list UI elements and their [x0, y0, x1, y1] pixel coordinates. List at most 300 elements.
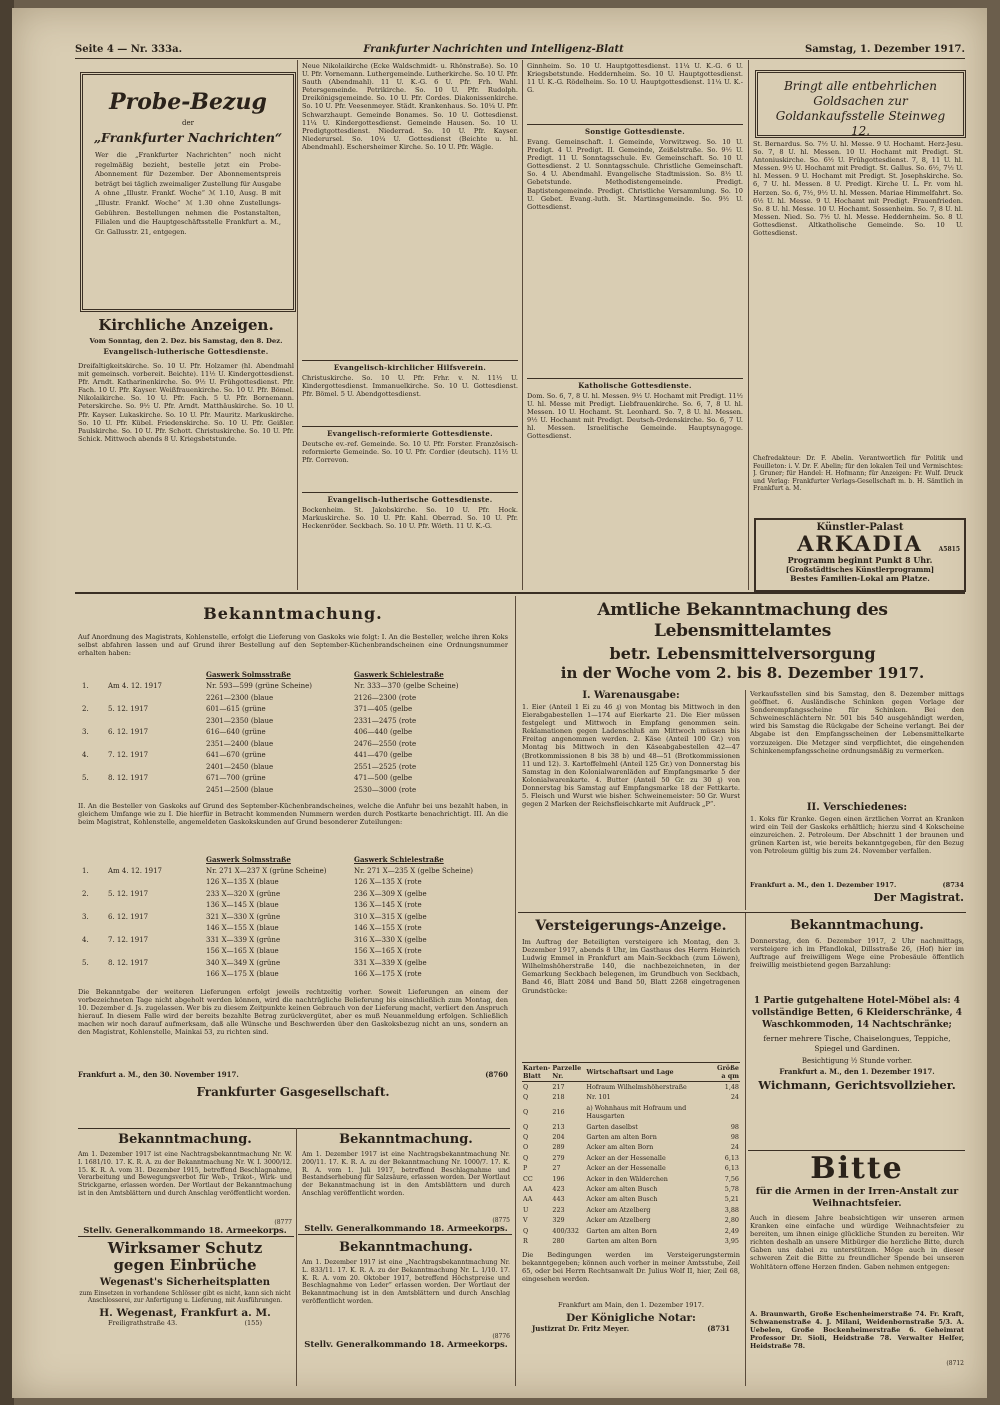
vers-cell-w: Acker am Atzelberg: [586, 1205, 651, 1214]
gas-cell-b: 471—500 (gelbe: [354, 774, 413, 783]
vers-cell-w: Acker an der Hessenalle: [586, 1164, 666, 1173]
gas-cell-b: 441—470 (gelbe: [354, 751, 413, 760]
vers-cell-w: Acker in den Wälderchen: [586, 1174, 668, 1183]
kirchliche-anzeigen: [78, 316, 294, 358]
vers-cell-k: Q: [523, 1226, 529, 1235]
vers-cell-k: U: [523, 1205, 529, 1214]
gas-cell-date: [104, 761, 202, 773]
gas-cell-a: 136 X—145 X (blaue: [206, 901, 279, 910]
gas-table-row: [78, 900, 508, 912]
col2-text3: Bockenheim. St. Jakobskirche. So. 10 U. Pfr. Hock. Markuskirche. So. 10 U. Pfr. Kahl. Oberrad. So. 10 U. Pfr. Heckenröder. Seckbach. So. 10 U. Pfr. Wörth. 11 U. K.-G.: [302, 506, 518, 531]
gas-table-row: [78, 934, 508, 946]
vers-cell-w: Garten am alten Born: [586, 1237, 657, 1246]
lm-right: [750, 690, 964, 904]
gas-cell-n: [78, 715, 104, 727]
divider: [518, 912, 966, 913]
vers-cell-w: Garten am alten Born: [586, 1226, 657, 1235]
vers-cell-k: Q: [523, 1133, 529, 1142]
gas-cell-b: 371—405 (gelbe: [354, 705, 413, 714]
vers-table-row: [522, 1226, 740, 1236]
bek1: [78, 1132, 292, 1236]
kirchliche-sub: Evangelisch-lutherische Gottesdienste.: [103, 347, 269, 356]
col2-section1: [302, 358, 518, 566]
wegenast-line1: Wirksamer Schutz: [107, 1239, 263, 1257]
divider: [298, 1234, 512, 1235]
vers-table-row: [522, 1142, 740, 1152]
gas-intro: Auf Anordnung des Magistrats, Kohlenstelle, erfolgt die Lieferung von Gaskoks wie folgt: I. An die Besteller, welche ihren Koks selbst abfahren lassen und auf Grund ihrer Bestellung auf den September-Küchenbrandscheinen eine Ordnungsnummer erhalten haben:: [78, 633, 508, 658]
bek1-num: (8777: [274, 1219, 292, 1226]
gas-table-row: [78, 888, 508, 900]
lm-title1: Amtliche Bekanntmachung des Lebensmittelamtes: [597, 600, 888, 641]
vers-table-row: [522, 1184, 740, 1194]
probe-der: der: [182, 119, 194, 127]
vers-cell-g: 98: [730, 1133, 739, 1142]
vers-cell-k: V: [523, 1216, 528, 1225]
vers-cell-g: 2,49: [724, 1226, 739, 1235]
gas-cell-b: 126 X—135 X (rote: [354, 878, 422, 887]
lm-text1: 1. Eier (Anteil 1 Ei zu 46 ₰) von Montag bis Mittwoch in den Eierabgabestellen 1—174 auf Eierkarte 21. Die Eier müssen festgelegt und Mittwoch in Empfang genommen sein. Reklamationen gegen Ladenschluß am Mittwoch müssen bis Freitag angenommen werden. 2. Käse (Anteil 100 Gr.) von Montag bis Mittwoch in den Käseabgabestellen 42—47 (Brotkommissionen 8 bis 38 b) und 48—51 (Brotkommissionen 11 und 12). 3. Kartoffelmehl (Anteil 125 Gr.) von Donnerstag bis Samstag in den Kolonialwarenläden auf Empfangsmarke 5 der Kolonialwarenkarte. 4. Butter (Anteil 50 Gr. zu 30 ₰) von Donnerstag bis Samstag auf Empfangsmarke 18 der Fettkarte. 5. Fleisch und Wurst wie bisher. Schweinemeister: 50 Gr. Wurst gegen 2 Marken der Reichsfleischkarte mit Aufdruck „P“.: [522, 703, 740, 809]
lm-title2: betr. Lebensmittelversorgung: [609, 644, 876, 663]
gas-cell-n: [78, 946, 104, 958]
vers-table-row: [522, 1215, 740, 1225]
vers-cell-g: 6,13: [724, 1164, 739, 1173]
header-center: Frankfurter Nachrichten und Intelligenz-Blatt: [363, 43, 624, 55]
vers-cell-k: AA: [523, 1185, 533, 1194]
gas-cell-date: [104, 969, 202, 981]
gas-cell-a: 641—670 (grüne: [206, 751, 266, 760]
gas-table-row: [78, 727, 508, 739]
gas-col-b-2: Gaswerk Schielestraße: [354, 854, 444, 864]
gas-table-row: [78, 704, 508, 716]
gas-cell-b: 2551—2525 (rote: [354, 762, 417, 771]
bek2-sign: Stellv. Generalkommando 18. Armeekorps.: [304, 1224, 508, 1234]
wichmann-announcement: [750, 918, 964, 1092]
gold-ad: [755, 70, 966, 138]
vers-cell-p: 400/332: [552, 1226, 579, 1235]
gas-cell-b: Nr. 271 X—235 X (gelbe Scheine): [354, 866, 473, 875]
vers-cell-k: O: [523, 1143, 529, 1152]
gas-table-row: [78, 773, 508, 785]
vers-cell-k: Q: [523, 1122, 529, 1131]
col2-text2: Deutsche ev.-ref. Gemeinde. So. 10 U. Pfr. Forster. Französisch-reformierte Gemeinde. So. 10 U. Pfr. Cordier (deutsch). 11½ U. Pfr. Correvon.: [302, 440, 518, 465]
wich-title: Bekanntmachung.: [790, 918, 924, 933]
vers-cell-g: 3,88: [724, 1205, 739, 1214]
bek3-text: Am 1. Dezember 1917 ist eine „Nachtragsbekanntmachung Nr. L. 833/11. 17. K. R. A. zu der Bekanntmachung Nr. L. 1/10. 17. K. R. A. vom 20. Oktober 1917, betreffend Höchstpreise und Beschlagnahme von Leder“ erlassen worden. Der Wortlaut der Bekanntmachung ist in den Amtsblättern und durch Anschlag veröffentlicht worden.: [302, 1259, 510, 1305]
vers-outro: Die Bedingungen werden im Versteigerungstermin bekanntgegeben; können auch vorher in meiner Amtsstube, Zeil 65, oder bei Herrn Rechtsanwalt Dr. Julius Wolf II, hier, Zeil 68, eingesehen werden.: [522, 1250, 740, 1283]
gas-cell-n: 3.: [82, 728, 89, 737]
vers-cell-w: Acker am alten Busch: [586, 1185, 658, 1194]
probe-body: Wer die „Frankfurter Nachrichten“ noch nicht regelmäßig bezieht, bestelle jetzt ein Probe-Abonnement für Dezember. Der Abonnementspreis beträgt bei täglich zweimaliger Zustellung für Ausgabe A ohne „Illustr. Frankf. Woche“ ℳ 1.10, Ausg. B mit „Illustr. Frankf. Woche“ ℳ 1.30 ohne Zustellungs-Gebühren. Bestellungen nehmen die Postanstalten, Filialen und die Hauptgeschäftsstelle Frankfurt a. M., Gr. Gallusstr. 21, entgegen.: [95, 151, 281, 236]
vers-cell-g: [712, 1103, 740, 1122]
gas-cell-a: 2401—2450 (blaue: [206, 762, 274, 771]
col3-text1: Evang. Gemeinschaft. I. Gemeinde, Vorwitzweg. So. 10 U. Predigt. 4 U. Predigt. II. Gemeinde, Zeißelstraße. So. 9½ U. Predigt. 11 U. Sonntagsschule. Ev. Gemeinschaft. So. 10 U. Gottesdienst. 2 U. Sonntagsschule. Christliche Gemeinschaft. So. 4 U. Abendmahl. Evangelische Stadtmission. So. 8½ U. Gebetstunde. Methodistengemeinde. Predigt. Baptistengemeinde. Predigt. Christliche Versammlung. So. 10 U. Gebet. Evang.-luth. St. Martinsgemeinde. So. 9½ U. Gottesdienst.: [527, 138, 743, 211]
vers-cell-g: 24: [730, 1093, 739, 1102]
vers-cell-g: 2,80: [724, 1216, 739, 1225]
gas-col-b: Gaswerk Schielestraße: [354, 670, 444, 680]
gas-col-a: Gaswerk Solmsstraße: [206, 670, 291, 680]
gas-cell-b: Nr. 333—370 (gelbe Scheine): [354, 682, 459, 691]
vers-sign1: Der Königliche Notar:: [566, 1311, 696, 1324]
vers-table-row: [522, 1082, 740, 1093]
arkadia-line2: Programm beginnt Punkt 8 Uhr.: [787, 555, 933, 565]
gas-table-row: [78, 681, 508, 693]
bek3-title: Bekanntmachung.: [339, 1240, 473, 1255]
gas-table-row: [78, 692, 508, 704]
gas-cell-b: 316 X—330 X (gelbe: [354, 935, 427, 944]
bek1-title: Bekanntmachung.: [118, 1132, 252, 1147]
gas-outro: Die Bekanntgabe der weiteren Lieferungen erfolgt jeweils rechtzeitig vorher. Soweit Lieferungen an einem der vorbezeichneten Tage nicht abgeholt werden können, wird die nachträgliche Belieferung bis einschließlich zum Montag, den 10. Dezember d. Js. zugelassen. Wer bis zu diesem Zeitpunkte keinen Gebrauch von der Lieferung macht, verliert den Anspruch hierauf. In diesem Falle wird der bereits bezahlte Betrag zurückvergütet, aber es muß Neuanmeldung erfolgen. Schließlich machen wir noch darauf aufmerksam, daß alle Wünsche und Beschwerden über den Gaskoksbezug nicht an uns, sondern an den Magistrat, Kohlenstelle, Mainkai 53, zu richten sind.: [78, 988, 508, 1037]
vers-table-row: [522, 1153, 740, 1163]
wegenast-ad: [78, 1240, 292, 1327]
vers-cell-g: 5,21: [724, 1195, 739, 1204]
col2-text: Neue Nikolaikirche (Ecke Waldschmidt- u. Rhönstraße). So. 10 U. Pfr. Vornemann. Luthergemeinde. Lutherkirche. So. 10 U. Pfr. Sauth (Abendmahl). 11 U. K.-G. 6 U. Pfr. Frh. Wahl. Petersgemeinde. Petrikirche. So. 10 U. Pfr. Rudolph. Dreikönigsgemeinde. So. 10 U. Pfr. Cordes. Diakonissenkirche. So. 10 U. Pfr. Veesenmeyer. Städt. Krankenhaus. So. 10¼ U. Pfr. Schwarzhaupt. Gemeinde Bonames. So. 10 U. Gottesdienst. 11¼ U. Kindergottesdienst. Gemeinde Hausen. So. 10 U. Predigtgottesdienst. Niederrad. So. 10 U. Pfr. Kayser. Niederursel. So. 10¼ U. Gottesdienst (Beichte u. hl. Abendmahl). Eschersheimer Kirche. So. 10 U. Pfr. Wägle.: [302, 62, 518, 151]
gas-cell-date: Am 4. 12. 1917: [108, 866, 162, 875]
bitte-title: Bitte: [810, 1151, 904, 1186]
bitte-text: Auch in diesem Jahre beabsichtigen wir unseren armen Kranken eine einfache und würdige Weihnachtsfeier zu bereiten, um ihnen einige glückliche Stunden zu bereiten. Wir richten deshalb an unsere Mitbürger die herzliche Bitte, durch Gaben uns dabei zu unterstützen. Möge auch in dieser schweren Zeit die Bitte zu freundlicher Spende bei unseren Wohltätern offene Herzen finden. Gaben nehmen entgegen:: [750, 1214, 964, 1271]
col2-text1: Christuskirche. So. 10 U. Pfr. Frhr. v. N. 11½ U. Kindergottesdienst. Immanuelkirche. So. 10 U. Gottesdienst. Pfr. Bömel. 5 U. Abendgottesdienst.: [302, 374, 518, 399]
gas-cell-a: Nr. 593—599 (grüne Scheine): [206, 682, 313, 691]
kirchliche-title: Kirchliche Anzeigen.: [98, 316, 274, 334]
vers-head-k: Karten-Blatt: [523, 1064, 551, 1080]
gas-table-row: [78, 969, 508, 981]
lm-left: [522, 690, 740, 903]
gas-cell-date: 5. 12. 1917: [108, 889, 149, 898]
gas-cell-n: [78, 923, 104, 935]
vers-cell-w: Garten daselbst: [586, 1122, 638, 1131]
col3-sub1: Sonstige Gottesdienste.: [584, 127, 685, 136]
col2-sub1: Evangelisch-kirchlicher Hilfsverein.: [333, 363, 487, 372]
gas-cell-date: 8. 12. 1917: [108, 958, 149, 967]
gas-cell-date: 7. 12. 1917: [108, 935, 149, 944]
gas-cell-a: 671—700 (grüne: [206, 774, 266, 783]
lm-right2: 1. Koks für Kranke. Gegen einen ärztlichen Vorrat an Kranken wird ein Teil der Gaskoks erhältlich; hierzu sind 4 Kokscheine einzureichen. 2. Petroleum. Der Abschnitt 1 der braunen und grünen Karten ist, wie bereits bekanntgegeben, für den Bezug von Petroleum gültig bis zum 24. November verfallen.: [750, 815, 964, 856]
vers-cell-w: Garten am alten Born: [586, 1133, 657, 1142]
vers-cell-g: 24: [730, 1143, 739, 1152]
gas-cell-n: [78, 692, 104, 704]
gas-announcement: [78, 604, 508, 1099]
vers-table: [522, 1062, 740, 1247]
vers-cell-k: P: [523, 1164, 528, 1173]
bek2: [302, 1132, 510, 1234]
vers-cell-g: 3,95: [724, 1237, 739, 1246]
arkadia-line3: [Großstädtisches Künstlerprogramm]: [785, 565, 935, 574]
vers-head-w: Wirtschaftsart und Lage: [586, 1068, 674, 1076]
vers-cell-k: Q: [523, 1083, 529, 1091]
bitte-sub: für die Armen in der Irren-Anstalt zur Weihnachtsfeier.: [755, 1186, 959, 1209]
column-rule: [522, 60, 523, 590]
vers-cell-g: 6,13: [724, 1153, 739, 1162]
gas-cell-n: 2.: [82, 889, 89, 898]
gas-cell-a: 601—615 (grüne: [206, 705, 266, 714]
arkadia-name: [756, 533, 964, 555]
wegenast-firm: H. Wegenast, Frankfurt a. M.: [99, 1307, 271, 1319]
col3-text: Ginnheim. So. 10 U. Hauptgottesdienst. 11¼ U. K.-G. 6 U. Kriegsbetstunde. Heddernheim. So. 10 U. Hauptgottesdienst. 11 U. K.-G. Rödelheim. So. 10 U. Hauptgottesdienst. 11¼ U. K.-G.: [527, 62, 743, 95]
vers-cell-k: Q: [523, 1153, 529, 1162]
header-left: Seite 4 — Nr. 333a.: [75, 43, 183, 55]
gas-cell-b: 2126—2300 (rote: [354, 693, 417, 702]
vers-cell-p: 217: [552, 1083, 565, 1091]
vers-cell-p: 289: [552, 1143, 565, 1152]
vers-table-row: [522, 1092, 740, 1102]
lm-sub1: I. Warenausgabe:: [582, 690, 680, 701]
vers-table-row: [522, 1122, 740, 1132]
gas-cell-a: Nr. 271 X—237 X (grüne Scheine): [206, 866, 327, 875]
gas-cell-date: 5. 12. 1917: [108, 705, 149, 714]
lm-right1: Verkaufsstellen sind bis Samstag, den 8. Dezember mittags geöffnet. 6. Ausländische Schinken gegen Vorlage der Sonderempfangsscheine für Schinken. Bei den Schweineschlächtern Nr. 501 bis 540 ausgehändigt werden, wird bis Samstag die Rückgabe der Scheine verlangt. Bei der Abgabe ist den Empfangsscheinen der Lebensmittelkarte vorzuzeigen. Die Metzger sind verpflichtet, die eingehenden Schinkenempfangsscheine ordnungsmäßig zu vermerken.: [750, 690, 964, 755]
versteigerung: [522, 918, 740, 1333]
gas-table-row: [78, 877, 508, 889]
gas-cell-n: [78, 969, 104, 981]
vers-cell-w: Acker an der Hessenalle: [586, 1153, 666, 1162]
gas-cell-a: 321 X—330 X (grüne: [206, 912, 281, 921]
divider: [78, 1236, 294, 1237]
gas-cell-date: [104, 900, 202, 912]
column-rule: [748, 60, 749, 590]
column-rule: [515, 596, 516, 1386]
vers-table-row: [522, 1103, 740, 1122]
vers-cell-p: 204: [552, 1133, 565, 1142]
bek3-num: (8776: [492, 1333, 510, 1340]
vers-title: Versteigerungs-Anzeige.: [535, 918, 727, 934]
gas-cell-n: [78, 784, 104, 796]
gas-cell-b: 236 X—309 X (gelbe: [354, 889, 427, 898]
section-divider: [75, 592, 965, 594]
probe-paper: „Frankfurter Nachrichten“: [93, 130, 283, 145]
bek3: [302, 1240, 510, 1350]
vers-table-row: [522, 1236, 740, 1246]
vers-head-p: Parzelle Nr.: [552, 1064, 582, 1080]
vers-cell-p: 218: [552, 1093, 565, 1102]
vers-cell-g: 5,78: [724, 1185, 739, 1194]
gas-cell-n: [78, 738, 104, 750]
vers-cell-p: 279: [552, 1153, 565, 1162]
gas-cell-date: 7. 12. 1917: [108, 751, 149, 760]
vers-cell-p: 196: [552, 1174, 565, 1183]
arkadia-num: A5815: [938, 546, 960, 553]
vers-cell-w: Nr. 101: [586, 1093, 611, 1102]
vers-num: (8731: [707, 1323, 730, 1333]
wegenast-line2: gegen Einbrüche: [113, 1256, 257, 1274]
gas-cell-b: 406—440 (gelbe: [354, 728, 413, 737]
vers-cell-w: Hofraum Wilhelmshöherstraße: [586, 1083, 687, 1091]
col4-text: St. Bernardus. So. 7½ U. hl. Messe. 9 U. Hochamt. Herz-Jesu. So. 7, 8 U. hl. Messen. 10 U. Hochamt mit Predigt. St. Antoniuskirche. So. 6½ U. Frühgottesdienst. 7, 8, 11 U. hl. Messen. 9½ U. Hochamt mit Predigt. St. Gallus. So. 6½, 7½ U. hl. Messen. 9 U. Hochamt mit Predigt. St. Josephskirche. So. 6, 7 U. hl. Messen. 8 U. Predigt. Kirche U. L. Fr. vom hl. Herzen. So. 6, 7½, 9½ U. hl. Messen. Mariae Himmelfahrt. So. 6½ U. hl. Messe. 9 U. Hochamt mit Predigt. Frauenfrieden. So. 8 U. hl. Messe. 10 U. Hochamt. Sossenheim. So. 7, 8 U. hl. Messen. Nied. So. 7½ U. hl. Messe. Heddernheim. So. 8 U. Gottesdienst. Altkatholische Gemeinde. So. 10 U. Gottesdienst.: [753, 140, 963, 238]
header-right: Samstag, 1. Dezember 1917.: [805, 43, 965, 55]
gas-cell-b: 166 X—175 X (rote: [354, 970, 422, 979]
col3-sub2: Katholische Gottesdienste.: [578, 381, 692, 390]
gas-cell-date: [104, 877, 202, 889]
gas-cell-date: [104, 692, 202, 704]
gas-col-a-2: Gaswerk Solmsstraße: [206, 854, 291, 864]
bitte-names: A. Braunwarth, Große Eschenheimerstraße 74. Fr. Kraft, Schwanenstraße 4. J. Milani, Weidenbornstraße 5/3. A. Uebelen, Große Bockenheimerstraße 6. Geheimrat Professor Dr. Sioli, Heidstraße 78. Verwalter Helfer, Heidstraße 78.: [750, 1310, 964, 1351]
gas-cell-a: 233 X—320 X (grüne: [206, 889, 281, 898]
gold-ad-text: Bringt alle entbehrlichen Goldsachen zur Goldankaufsstelle Steinweg 12.: [775, 79, 946, 138]
vers-cell-k: Q: [523, 1108, 529, 1117]
col3-text2: Dom. So. 6, 7, 8 U. hl. Messen. 9½ U. Hochamt mit Predigt. 11½ U. hl. Messe mit Predigt. Liebfrauenkirche. So. 6, 7, 8 U. hl. Messen. 10 U. Hochamt. St. Leonhard. So. 7, 8 U. hl. Messen. 9½ U. Hochamt mit Predigt. Deutsch-Ordenskirche. So. 6, 7 U. hl. Messen. Israelitische Gemeinde. Hauptsynagoge. Gottesdienst.: [527, 392, 743, 441]
gas-cell-n: [78, 900, 104, 912]
vers-cell-w: Acker am alten Busch: [586, 1195, 658, 1204]
gas-cell-date: Am 4. 12. 1917: [108, 682, 162, 691]
vers-cell-p: 443: [552, 1195, 565, 1204]
bek2-num: (8775: [492, 1217, 510, 1224]
gas-cell-n: 1.: [82, 866, 89, 875]
gas-cell-b: 2331—2475 (rote: [354, 716, 417, 725]
vers-cell-k: R: [523, 1237, 528, 1246]
gas-cell-a: 2261—2300 (blaue: [206, 693, 274, 702]
lm-sub2: II. Verschiedenes:: [806, 802, 908, 813]
gas-cell-date: [104, 715, 202, 727]
lm-title3: in der Woche vom 2. bis 8. Dezember 1917.: [560, 664, 925, 682]
column-rule: [745, 912, 746, 1386]
arkadia-line1: Künstler-Palast: [816, 522, 904, 533]
gas-cell-b: 2476—2550 (rote: [354, 739, 417, 748]
wich-item1: 1 Partie gutgehaltene Hotel-Möbel als: 4 vollständige Betten, 6 Kleiderschränke, 4 Waschkommoden, 14 Nachtschränke;: [752, 996, 962, 1030]
col3-sections: [527, 122, 743, 572]
wegenast-line5: Anschlosserei, zur Anfertigung u. Lieferung, mit Ausführungen.: [87, 1297, 283, 1304]
gas-cell-a: 2351—2400 (blaue: [206, 739, 274, 748]
vers-cell-k: AA: [523, 1195, 533, 1204]
wegenast-num: (155): [244, 1319, 262, 1327]
gas-table-row: [78, 750, 508, 762]
gas-cell-n: 3.: [82, 912, 89, 921]
gas-cell-date: [104, 738, 202, 750]
gas-sign: Frankfurter Gasgesellschaft.: [196, 1085, 390, 1099]
gas-cell-a: 146 X—155 X (blaue: [206, 924, 279, 933]
gas-cell-n: [78, 761, 104, 773]
gas-cell-n: [78, 877, 104, 889]
vers-place: Frankfurt am Main, den 1. Dezember 1917.: [558, 1300, 704, 1309]
gas-cell-date: 8. 12. 1917: [108, 774, 149, 783]
gas-cell-date: [104, 946, 202, 958]
gas-table-row: [78, 923, 508, 935]
column-rule: [297, 60, 298, 590]
gas-cell-b: 331 X—339 X (gelbe: [354, 958, 427, 967]
wich-sign: Wichmann, Gerichtsvollzieher.: [758, 1078, 956, 1092]
vers-cell-w: a) Wohnhaus mit Hofraum und Hausgarten: [586, 1103, 687, 1121]
wich-time: Besichtigung ½ Stunde vorher.: [801, 1057, 913, 1065]
gas-cell-date: 6. 12. 1917: [108, 728, 149, 737]
kirchliche-date: Vom Sonntag, den 2. Dez. bis Samstag, den 8. Dez.: [89, 337, 283, 345]
gas-table-2: [78, 854, 508, 981]
vers-cell-p: 280: [552, 1237, 565, 1246]
gas-cell-a: 340 X—349 X (grüne: [206, 958, 281, 967]
lebensmittel-announcement: [520, 600, 965, 683]
vers-table-row: [522, 1194, 740, 1204]
wich-place: Frankfurt a. M., den 1. Dezember 1917.: [779, 1067, 935, 1076]
vers-cell-p: 213: [552, 1122, 565, 1131]
vers-table-row: [522, 1174, 740, 1184]
vers-table-row: [522, 1132, 740, 1142]
gas-cell-b: 2530—3000 (rote: [354, 785, 417, 794]
gas-title: Bekanntmachung.: [203, 604, 383, 623]
vers-cell-k: Q: [523, 1093, 529, 1102]
vers-cell-p: 329: [552, 1216, 565, 1225]
bek1-text: Am 1. Dezember 1917 ist eine Nachtragsbekanntmachung Nr. W. I. 1681/10. 17. K. R. A. zu der Bekanntmachung Nr. W. I. 3000/12. 15. K. R. A. vom 31. Dezember 1915, betreffend Beschlagnahme, Verarbeitung und Bewegungsverbot für Web-, Trikot-, Wirk- und Strickgarne, erlassen worden. Der Wortlaut der Bekanntmachung ist in den Amtsblättern und durch Anschlag veröffentlicht worden.: [78, 1151, 292, 1197]
vers-sign2: Justizrat Dr. Fritz Meyer.: [532, 1323, 630, 1333]
vers-table-row: [522, 1205, 740, 1215]
wich-text: Donnerstag, den 6. Dezember 1917, 2 Uhr nachmittags, versteigere ich im Pfandlokal, Dillsstraße 26, (Hof) hier im Auftrage auf freiwilligem Wege eine Probesäule öffentlich freiwillig meistbietend gegen Barzahlung:: [750, 937, 964, 970]
gas-table-row: [78, 911, 508, 923]
gas-table-1: [78, 669, 508, 796]
gas-cell-b: 156 X—165 X (rote: [354, 947, 422, 956]
probe-title: Probe-Bezug: [109, 89, 267, 115]
vers-cell-p: 27: [552, 1164, 561, 1173]
gas-table-row: [78, 761, 508, 773]
kirchliche-text: Dreifaltigkeitskirche. So. 10 U. Pfr. Holzamer (hl. Abendmahl mit gemeinsch. vorbereit. Beichte). 11½ U. Kindergottesdienst. Pfr. Arndt. Katharinenkirche. So. 9½ U. Frühgottesdienst. Pfr. Fach. 10 U. Pfr. Kayser. Weißfrauenkirche. So. 10 U. Pfr. Bömel. Nikolaikirche. So. 10 U. Pfr. Fach. 5 U. Pfr. Bornemann. Peterskirche. So. 9½ U. Pfr. Arndt. Matthäuskirche. So. 10 U. Pfr. Kayser. Lukaskirche. So. 10 U. Pfr. Mauritz. Markuskirche. So. 10 U. Pfr. Kübel. Friedenskirche. So. 10 U. Pfr. Geißler. Paulskirche. So. 10 U. Pfr. Schott. Christuskirche. So. 10 U. Pfr. Schick. Mittwoch abends 8 U. Kriegsbetstunde.: [78, 362, 294, 443]
gas-cell-n: 4.: [82, 751, 89, 760]
column-rule: [296, 1128, 297, 1386]
gas-cell-a: 156 X—165 X (blaue: [206, 947, 279, 956]
gas-cell-a: 331 X—339 X (grüne: [206, 935, 281, 944]
bek2-title: Bekanntmachung.: [339, 1132, 473, 1147]
bek3-sign: Stellv. Generalkommando 18. Armeekorps.: [304, 1340, 508, 1350]
gas-num: (8760: [485, 1070, 508, 1079]
gas-cell-b: 136 X—145 X (rote: [354, 901, 422, 910]
gas-table-row: [78, 946, 508, 958]
gas-cell-date: [104, 923, 202, 935]
gas-cell-date: 6. 12. 1917: [108, 912, 149, 921]
vers-cell-p: 423: [552, 1185, 565, 1194]
wegenast-addr: Freiligrathstraße 43.: [108, 1319, 178, 1327]
probe-bezug-ad: [80, 72, 296, 312]
vers-cell-k: CC: [523, 1174, 533, 1183]
vers-cell-g: 1,48: [724, 1083, 739, 1091]
gas-cell-a: 616—640 (grüne: [206, 728, 266, 737]
wich-item2: ferner mehrere Tische, Chaiselongues, Teppiche, Spiegel und Gardinen.: [763, 1034, 951, 1053]
gas-cell-a: 2451—2500 (blaue: [206, 785, 274, 794]
gas-cell-date: [104, 784, 202, 796]
vers-cell-w: Acker am Atzelberg: [586, 1216, 651, 1225]
vers-cell-g: 7,56: [724, 1174, 739, 1183]
page-header: [75, 40, 965, 59]
vers-head-g: Größe a qm: [716, 1064, 739, 1080]
bitte-appeal: [750, 1152, 964, 1367]
vers-table-row: [522, 1163, 740, 1173]
gas-table-row: [78, 865, 508, 877]
gas-cell-a: 166 X—175 X (blaue: [206, 970, 279, 979]
vers-cell-g: 98: [730, 1122, 739, 1131]
vers-intro: Im Auftrag der Beteiligten versteigere ich Montag, den 3. Dezember 1917, abends 8 Uhr, im Gasthaus des Herrn Heinrich Ludwig Emmel in Frankfurt am Main-Seckbach (zum Löwen), Wilhelmshöherstraße 140, die nachbezeichneten, in der Gemarkung Seckbach belegenen, im Grundbuch von Seckbach, Band 46, Blatt 2084 und Band 50, Blatt 2268 eingetragenen Grundstücke:: [522, 938, 740, 995]
col2-sub3: Evangelisch-lutherische Gottesdienste.: [327, 495, 493, 504]
gas-cell-n: 5.: [82, 774, 89, 783]
bek2-text: Am 1. Dezember 1917 ist eine Nachtragsbekanntmachung Nr. 200/11. 17. K. R. A. zu der Bekanntmachung Nr. 1000/7. 17. K. R. A. vom 1. Juli 1917, betreffend Beschlagnahme und Bestandserhebung für Salzsäure, erlassen worden. Der Wortlaut der Bekanntmachung ist in den Amtsblättern und durch Anschlag veröffentlicht worden.: [302, 1151, 510, 1197]
vers-cell-w: Acker am alten Born: [586, 1143, 654, 1152]
col4-imprint: Chefredakteur: Dr. F. Abelin. Verantwortlich für Politik und Feuilleton: i. V. Dr. F. Abelin; für den lokalen Teil und Vermischtes: J. Gruner; für Handel: H. Hofmann; für Anzeigen: Fr. Wulf. Druck und Verlag: Frankfurter Verlags-Gesellschaft m. b. H. Sämtlich in Frankfurt a. M.: [753, 455, 963, 493]
col2-sub2: Evangelisch-reformierte Gottesdienste.: [327, 429, 493, 438]
vers-cell-p: 223: [552, 1205, 565, 1214]
vers-cell-p: 216: [552, 1108, 565, 1117]
gas-cell-b: 146 X—155 X (rote: [354, 924, 422, 933]
gas-table-row: [78, 784, 508, 796]
lm-num: (8734: [942, 881, 964, 889]
gas-cell-n: 1.: [82, 682, 89, 691]
column-rule: [745, 690, 746, 910]
wegenast-line4: zum Einsetzen in vorhandene Schlösser gibt es nicht, kann sich nicht: [79, 1290, 291, 1297]
bitte-num: (8712: [946, 1360, 964, 1367]
gas-part2: II. An die Besteller von Gaskoks auf Grund des September-Küchenbrandscheines, welche die Anfuhr bei uns bezahlt haben, in gleichem Umfange wie zu I. Die hierfür in Betracht kommenden Nummern werden durch Postkarte benachrichtigt. III. An die beim Magistrat, Kohlenstelle, angemeldeten Gaskokskunden auf Grund besonderer Zuteilungen:: [78, 801, 508, 826]
gas-place: Frankfurt a. M., den 30. November 1917.: [78, 1070, 239, 1079]
gas-cell-b: 310 X—315 X (gelbe: [354, 912, 427, 921]
gas-cell-a: 2301—2350 (blaue: [206, 716, 274, 725]
wegenast-line3: Wegenast's Sicherheitsplatten: [99, 1277, 271, 1288]
divider: [78, 1128, 510, 1129]
gas-cell-n: 5.: [82, 958, 89, 967]
lm-place: Frankfurt a. M., den 1. Dezember 1917.: [750, 881, 897, 889]
gas-table-row: [78, 957, 508, 969]
gas-cell-a: 126 X—135 X (blaue: [206, 878, 279, 887]
gas-cell-n: 4.: [82, 935, 89, 944]
gas-table-row: [78, 738, 508, 750]
arkadia-title: ARKADIA: [797, 531, 923, 556]
